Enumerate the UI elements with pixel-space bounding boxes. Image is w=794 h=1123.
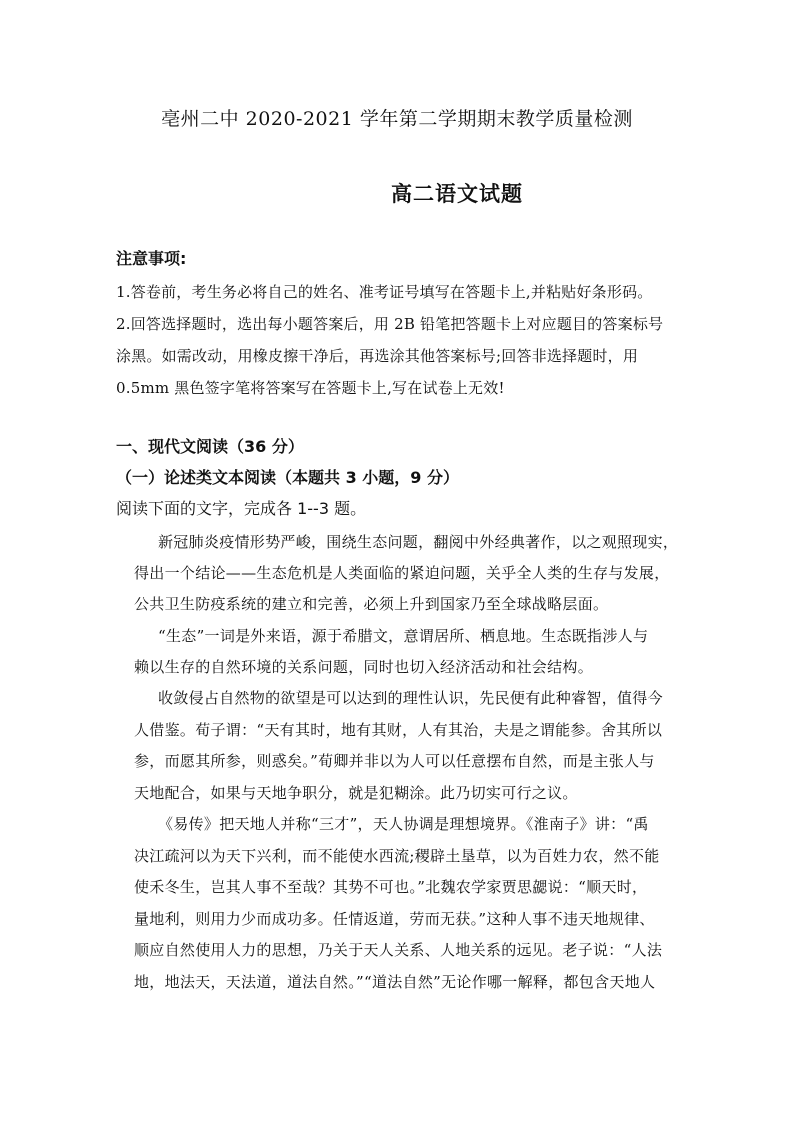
- passage-line: 公共卫生防疫系统的建立和完善，必须上升到国家乃至全球战略层面。: [134, 595, 609, 613]
- passage-line: 人借鉴。荀子谓：“天有其时，地有其财，人有其治，夫是之谓能参。舍其所以: [134, 721, 663, 739]
- subsection-heading: （一）论述类文本阅读（本题共 3 小题，9 分）: [116, 468, 459, 487]
- passage-line: 量地利，则用力少而成功多。任情返道，劳而无获。”这种人事不违天地规律、: [134, 910, 655, 928]
- passage-line: 天地配合，如果与天地争职分，就是犯糊涂。此乃切实可行之议。: [134, 784, 578, 802]
- passage-line: 《易传》把天地人并称“三才”，天人协调是理想境界。《淮南子》讲：“禹: [158, 815, 649, 833]
- passage-line: 得出一个结论——生态危机是人类面临的紧迫问题，关乎全人类的生存与发展，: [134, 564, 670, 582]
- passage-line: 决江疏河以为天下兴利，而不能使水西流;稷辟土垦草，以为百姓力农，然不能: [134, 847, 660, 865]
- notice-line: 0.5mm 黑色签字笔将答案写在答题卡上,写在试卷上无效!: [116, 379, 505, 397]
- school-exam-title: 亳州二中 2020-2021 学年第二学期期末教学质量检测: [161, 108, 633, 130]
- reading-instruction: 阅读下面的文字，完成各 1--3 题。: [116, 499, 367, 518]
- passage-line: 顺应自然使用人力的思想，乃关于天人关系、人地关系的远见。老子说：“人法: [134, 941, 663, 959]
- subject-title: 高二语文试题: [391, 182, 523, 206]
- passage-line: 地，地法天，天法道，道法自然。”“道法自然”无论作哪一解释，都包含天地人: [134, 973, 656, 991]
- notice-heading: 注意事项:: [116, 249, 187, 268]
- passage-line: “生态”一词是外来语，源于希腊文，意谓居所、栖息地。生态既指涉人与: [158, 627, 649, 645]
- passage-line: 赖以生存的自然环境的关系问题，同时也切入经济活动和社会结构。: [134, 658, 594, 676]
- passage-line: 使禾冬生，岂其人事不至哉？其势不可也。”北魏农学家贾思勰说：“顺天时，: [134, 878, 648, 896]
- notice-line: 涂黑。如需改动，用橡皮擦干净后，再选涂其他答案标号;回答非选择题时，用: [116, 347, 639, 365]
- passage-line: 新冠肺炎疫情形势严峻，围绕生态问题，翻阅中外经典著作，以之观照现实，: [158, 533, 679, 551]
- passage-line: 收敛侵占自然物的欲望是可以达到的理性认识，先民便有此种睿智，值得今: [158, 689, 663, 707]
- notice-line: 2.回答选择题时，选出每小题答案后，用 2B 铅笔把答题卡上对应题目的答案标号: [116, 315, 664, 333]
- notice-line: 1.答卷前，考生务必将自己的姓名、准考证号填写在答题卡上,并粘贴好条形码。: [116, 283, 653, 301]
- passage-line: 参，而愿其所参，则惑矣。”荀卿并非以为人可以任意摆布自然，而是主张人与: [134, 752, 655, 770]
- section-heading: 一、现代文阅读（36 分）: [116, 437, 304, 456]
